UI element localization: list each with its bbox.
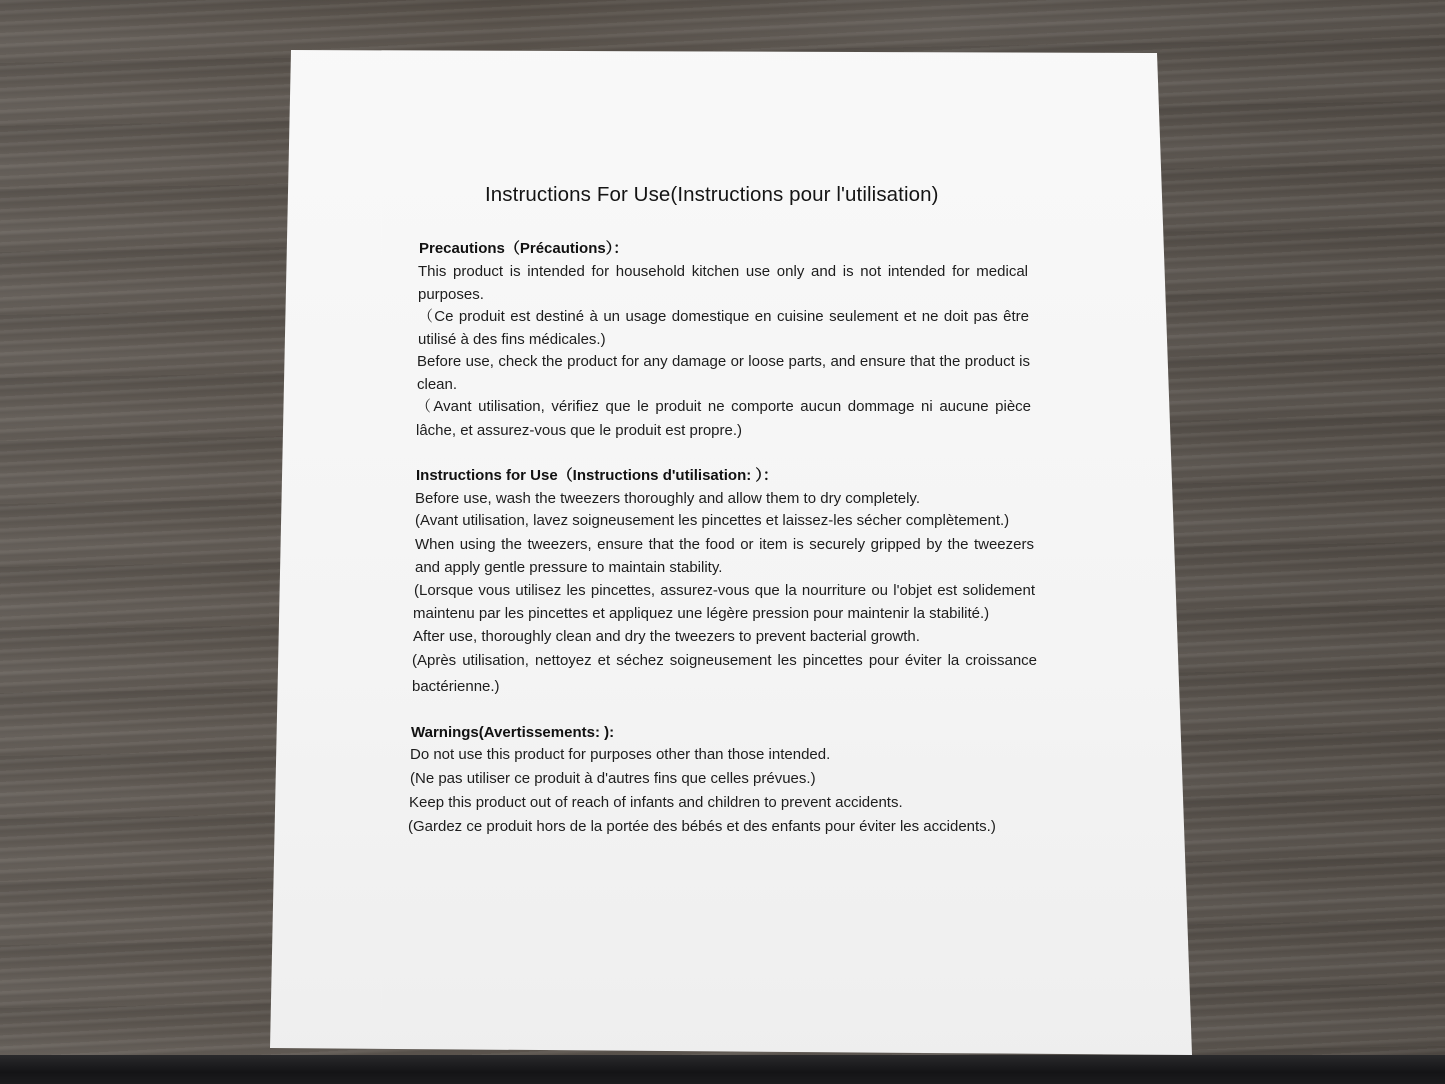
precautions-line: Before use, check the product for any damage or loose parts, and ensure that the product is — [417, 353, 1030, 370]
instructions-line: After use, thoroughly clean and dry the tweezers to prevent bacterial growth. — [413, 628, 920, 645]
precautions-line: purposes. — [418, 286, 484, 303]
document-title: Instructions For Use(Instructions pour l'utilisation) — [485, 183, 939, 206]
instructions-line: maintenu par les pincettes et appliquez une légère pression pour maintenir la stabilité.) — [413, 605, 990, 622]
warnings-line: Keep this product out of reach of infants and children to prevent accidents. — [409, 794, 903, 811]
precautions-line: （Avant utilisation, vérifiez que le produit ne comporte aucun dommage ni aucune pièce — [416, 398, 1031, 415]
instructions-line: When using the tweezers, ensure that the food or item is securely gripped by the tweezers — [415, 536, 1034, 553]
precautions-line: （Ce produit est destiné à un usage domestique en cuisine seulement et ne doit pas être — [418, 308, 1029, 325]
instructions-line: (Lorsque vous utilisez les pincettes, assurez-vous que la nourriture ou l'objet est solidement — [414, 582, 1035, 599]
precautions-line: lâche, et assurez-vous que le produit est propre.) — [416, 422, 743, 439]
instructions-line: Before use, wash the tweezers thoroughly and allow them to dry completely. — [415, 490, 920, 507]
warnings-line: (Ne pas utiliser ce produit à d'autres fins que celles prévues.) — [410, 770, 816, 787]
precautions-line: utilisé à des fins médicales.) — [418, 331, 606, 348]
precautions-line: This product is intended for household kitchen use only and is not intended for medical — [418, 263, 1028, 280]
warnings-line: (Gardez ce produit hors de la portée des bébés et des enfants pour éviter les accidents.) — [408, 818, 996, 835]
precautions-line: clean. — [417, 376, 458, 393]
instructions-line: (Après utilisation, nettoyez et séchez soigneusement les pincettes pour éviter la croissance — [412, 652, 1037, 669]
section-heading-instructions: Instructions for Use（Instructions d'utilisation: ）： — [416, 467, 778, 484]
instructions-line: bactérienne.) — [412, 678, 500, 695]
section-heading-warnings: Warnings(Avertissements: ): — [411, 724, 615, 741]
instructions-line: (Avant utilisation, lavez soigneusement les pincettes et laissez-les sécher complètement.) — [415, 512, 1010, 529]
warnings-line: Do not use this product for purposes other than those intended. — [410, 746, 831, 763]
instructions-line: and apply gentle pressure to maintain stability. — [415, 559, 723, 576]
section-heading-precautions: Precautions（Précautions）： — [419, 240, 629, 257]
